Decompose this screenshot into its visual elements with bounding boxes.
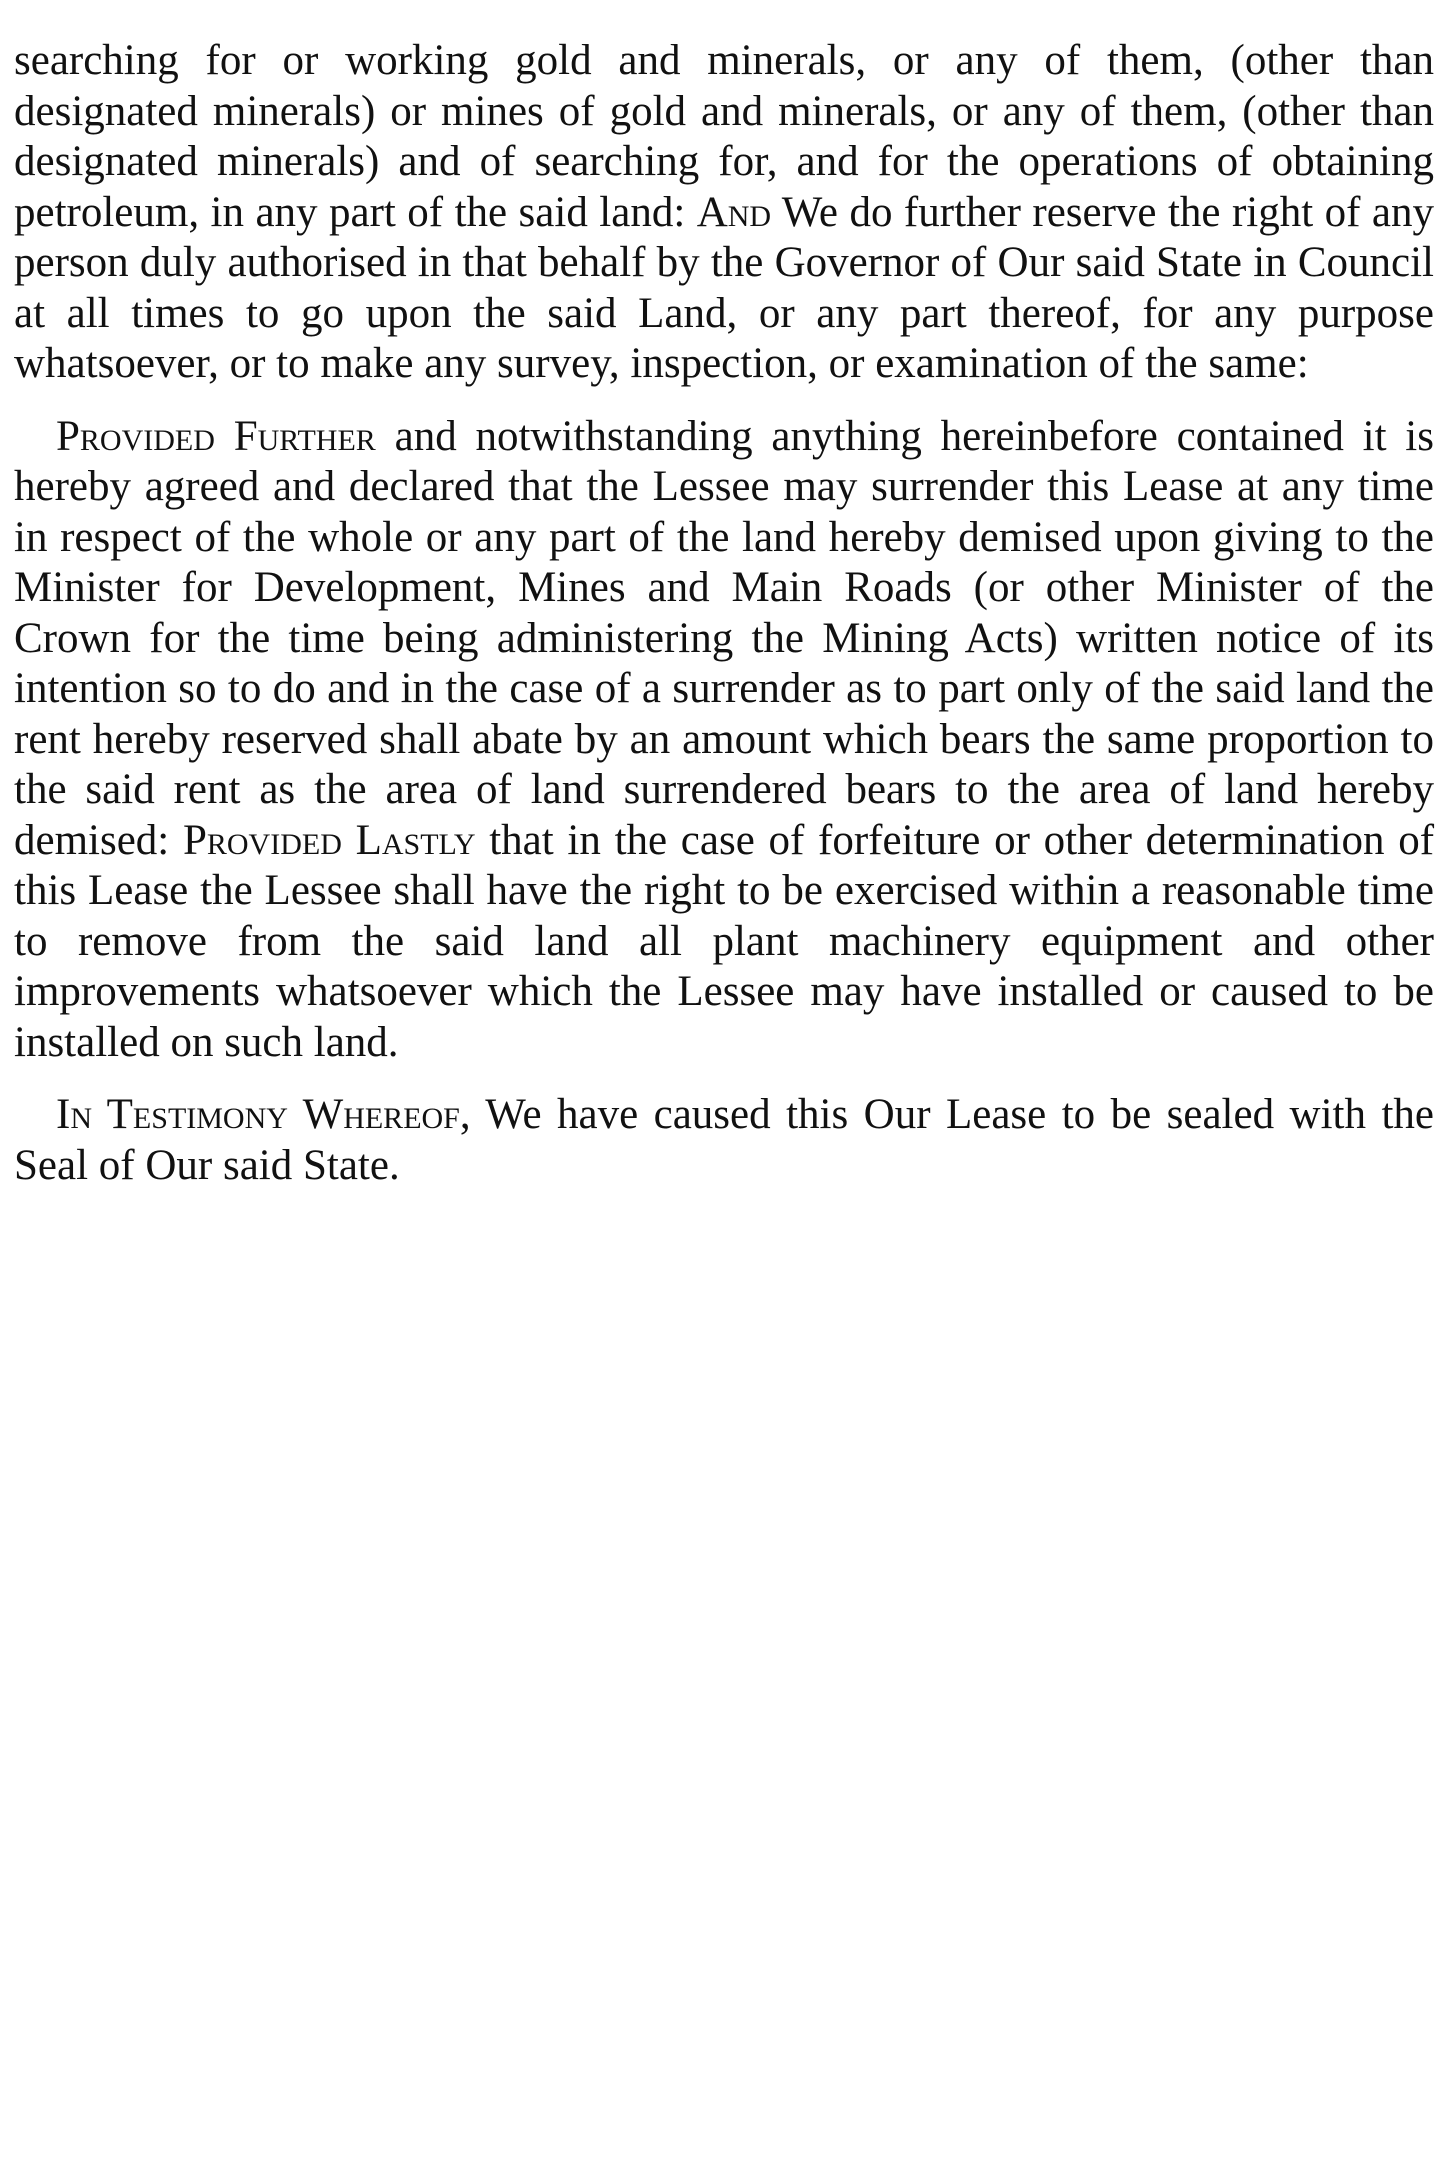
small-caps-provided-lastly: Provided Lastly	[182, 816, 476, 864]
small-caps-in-testimony-whereof: In Testimony Whereof,	[56, 1091, 471, 1138]
paragraph-text: and notwithstanding anything hereinbefore contained it is hereby agreed and declared that the Lessee may surrender this Lease at any time in respect of the whole or any part of the land hereby demised upon giving to the Minister for Development, Mines and Main Roads (or other Minister of the Crown for the time being administering the Mining Acts) written notice of its intention so to do and in the case of a surrender as to part only of the said land the rent hereby reserved shall abate by an amount which bears the same proportion to the said rent as the area of land surrendered bears to the area of land hereby demised:	[14, 412, 1434, 864]
paragraph-text: We do further reserve the right of any person duly authorised in that behalf by the Governor of Our said State in Council at all times to go upon the said Land, or any part thereof, for any purpose whatsoever, or to make any survey, inspection, or examination of the same:	[14, 188, 1434, 387]
paragraph-provided-further	[14, 412, 1434, 1069]
document-page	[14, 36, 1434, 1191]
paragraph-in-testimony	[14, 1090, 1434, 1191]
small-caps-and: And	[696, 188, 772, 236]
paragraph-text: We have caused this Our Lease to be sealed with the Seal of Our said State.	[14, 1091, 1434, 1189]
paragraph-text: searching for or working gold and minerals, or any of them, (other than designated minerals) or mines of gold and minerals, or any of them, (other than designated minerals) and of searching for, and for the operations of obtaining petroleum, in any part of the said land:	[14, 37, 1434, 236]
small-caps-provided-further: Provided Further	[56, 412, 376, 460]
paragraph-text: that in the case of forfeiture or other determination of this Lease the Lessee shall have the right to be exercised within a reasonable time to remove from the said land all plant machinery equipment and other improvements whatsoever which the Lessee may have installed or caused to be installed on such land.	[14, 816, 1435, 1066]
paragraph-reservations	[14, 36, 1434, 390]
